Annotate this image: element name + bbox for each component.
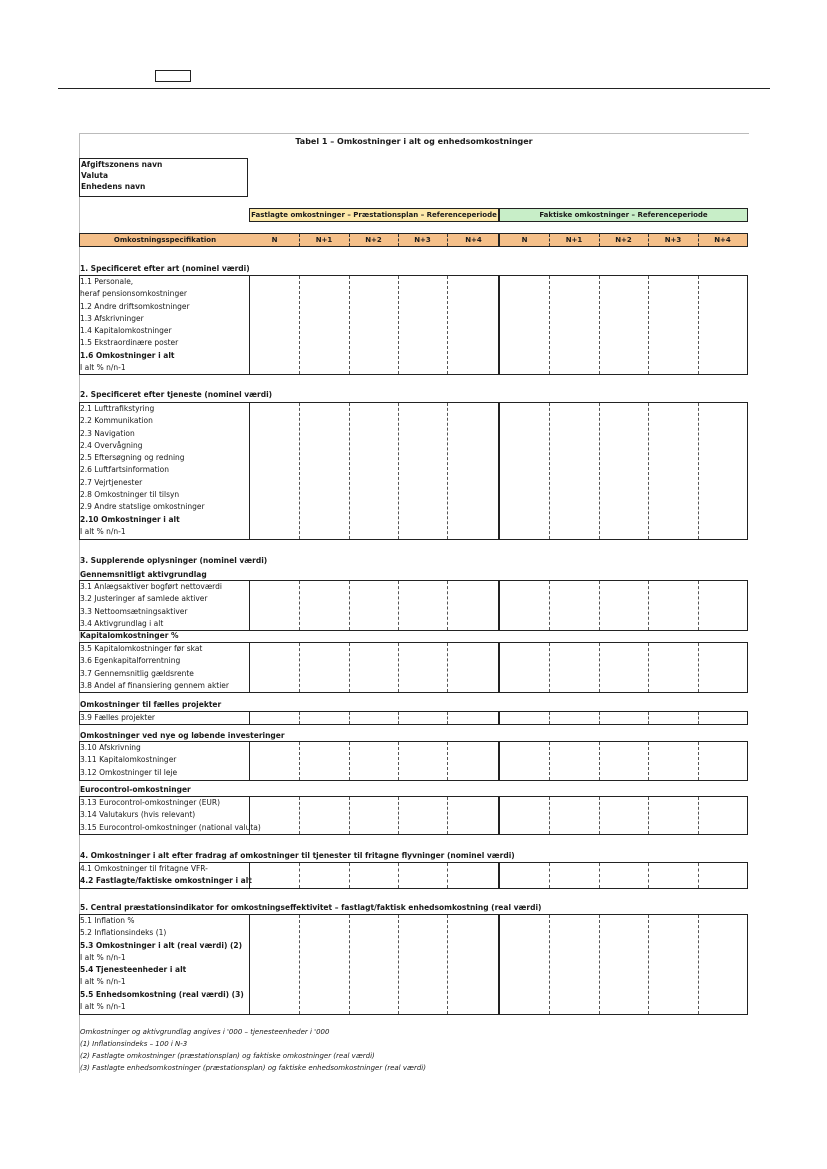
grid-divider xyxy=(698,276,699,374)
year-column-header: N+1 xyxy=(565,236,583,244)
fastlagte-value-grid xyxy=(249,275,499,375)
faktiske-value-grid xyxy=(499,711,748,725)
fastlagte-value-grid xyxy=(249,741,499,781)
row-4-2: 4.2 Fastlagte/faktiske omkostninger i alt xyxy=(80,876,252,886)
grid-divider xyxy=(299,712,300,724)
grid-divider xyxy=(549,581,550,630)
group-3-1-labels xyxy=(79,580,249,631)
year-column-header: N+2 xyxy=(615,236,632,244)
row-4-1: 4.1 Omkostninger til fritagne VFR- xyxy=(80,864,208,873)
grid-divider xyxy=(599,797,600,834)
row-1-3: 1.3 Afskrivninger xyxy=(80,313,144,323)
row-3-3: 3.3 Nettoomsætningsaktiver xyxy=(80,606,188,616)
grid-divider xyxy=(299,742,300,780)
grid-divider xyxy=(398,403,399,539)
grid-divider xyxy=(349,863,350,888)
row-2-5: 2.5 Eftersøgning og redning xyxy=(80,453,185,463)
grid-divider xyxy=(549,797,550,834)
faktiske-value-grid xyxy=(499,402,748,540)
column-divider xyxy=(648,234,649,246)
spec-column-header: Omkostningsspecifikation xyxy=(113,236,217,244)
section-2-title: 2. Specificeret efter tjeneste (nominel værdi) xyxy=(80,390,273,399)
note-1: (1) Inflationsindeks – 100 i N-3 xyxy=(80,1040,188,1048)
grid-divider xyxy=(698,643,699,692)
row-5-3-pct: I alt % n/n-1 xyxy=(80,952,126,962)
header-block-gap xyxy=(498,233,500,247)
row-2-4: 2.4 Overvågning xyxy=(80,440,143,450)
row-2-9: 2.9 Andre statslige omkostninger xyxy=(80,502,205,512)
group-3-1-title: Gennemsnitligt aktivgrundlag xyxy=(80,570,207,579)
year-column-header: N+3 xyxy=(664,236,682,244)
faktiske-value-grid xyxy=(499,741,748,781)
footnotes xyxy=(80,1026,426,1074)
grid-divider xyxy=(648,863,649,888)
grid-divider xyxy=(398,915,399,1014)
section-4-labels xyxy=(79,862,252,889)
grid-divider xyxy=(698,863,699,888)
year-column-header: N+3 xyxy=(414,236,431,244)
grid-divider xyxy=(648,276,649,374)
year-column-header: N xyxy=(271,236,278,244)
fastlagte-value-grid xyxy=(249,796,499,835)
page-number-box xyxy=(155,70,191,82)
grid-divider xyxy=(398,276,399,374)
grid-divider xyxy=(549,742,550,780)
row-1-1: 1.1 Personale, xyxy=(80,277,134,286)
grid-divider xyxy=(648,581,649,630)
grid-divider xyxy=(299,797,300,834)
row-2-8: 2.8 Omkostninger til tilsyn xyxy=(80,490,180,500)
section-5-labels xyxy=(79,914,249,1015)
column-divider xyxy=(549,234,550,246)
year-column-header: N+4 xyxy=(465,236,482,244)
row-3-4: 3.4 Aktivgrundlag i alt xyxy=(80,618,164,628)
grid-divider xyxy=(698,797,699,834)
grid-divider xyxy=(349,712,350,724)
grid-divider xyxy=(549,276,550,374)
grid-divider xyxy=(447,915,448,1014)
fastlagte-value-grid xyxy=(249,642,499,693)
grid-divider xyxy=(349,797,350,834)
row-3-9: 3.9 Fælles projekter xyxy=(80,713,156,722)
grid-divider xyxy=(447,863,448,888)
grid-divider xyxy=(447,712,448,724)
grid-divider xyxy=(599,403,600,539)
row-3-6: 3.6 Egenkapitalforrentning xyxy=(80,656,181,666)
header-rule xyxy=(58,88,770,89)
row-1-2: 1.2 Andre driftsomkostninger xyxy=(80,301,190,311)
grid-divider xyxy=(349,403,350,539)
row-5-1: 5.1 Inflation % xyxy=(80,916,135,925)
row-3-14: 3.14 Valutakurs (hvis relevant) xyxy=(80,810,196,820)
section-4-title: 4. Omkostninger i alt efter fradrag af omkostninger til tjenester til fritagne flyvninger (nominel værdi) xyxy=(80,851,515,860)
grid-divider xyxy=(349,915,350,1014)
row-3-1: 3.1 Anlægsaktiver bogført nettoværdi xyxy=(80,582,222,591)
row-2-1: 2.1 Lufttrafikstyring xyxy=(80,404,155,413)
grid-divider xyxy=(349,742,350,780)
year-column-header: N xyxy=(521,236,528,244)
grid-divider xyxy=(398,643,399,692)
grid-divider xyxy=(599,915,600,1014)
row-5-5-pct: I alt % n/n-1 xyxy=(80,1002,126,1012)
grid-divider xyxy=(349,276,350,374)
grid-divider xyxy=(549,403,550,539)
row-5-5: 5.5 Enhedsomkostning (real værdi) (3) xyxy=(80,989,244,999)
row-3-5: 3.5 Kapitalomkostninger før skat xyxy=(80,644,203,653)
grid-divider xyxy=(599,643,600,692)
zone-name-label: Afgiftszonens navn xyxy=(81,160,163,169)
identity-box xyxy=(79,158,248,197)
column-divider xyxy=(447,234,448,246)
grid-divider xyxy=(299,581,300,630)
grid-divider xyxy=(299,915,300,1014)
grid-divider xyxy=(447,742,448,780)
grid-divider xyxy=(299,863,300,888)
group-3-2-labels xyxy=(79,642,249,693)
row-3-15: 3.15 Eurocontrol-omkostninger (national valuta) xyxy=(80,822,261,832)
grid-divider xyxy=(698,712,699,724)
row-1-6: 1.6 Omkostninger i alt xyxy=(80,350,175,360)
row-1-6-pct: I alt % n/n-1 xyxy=(80,363,126,373)
grid-divider xyxy=(299,276,300,374)
fastlagte-header: Fastlagte omkostninger – Præstationsplan – Referenceperiode xyxy=(249,208,499,222)
table-frame-top xyxy=(79,133,749,134)
grid-divider xyxy=(549,643,550,692)
grid-divider xyxy=(299,403,300,539)
grid-divider xyxy=(599,581,600,630)
grid-divider xyxy=(447,403,448,539)
row-3-11: 3.11 Kapitalomkostninger xyxy=(80,755,177,765)
column-divider xyxy=(349,234,350,246)
note-3: (3) Fastlagte enhedsomkostninger (præstationsplan) og faktiske enhedsomkostninger (real værdi) xyxy=(80,1064,426,1072)
grid-divider xyxy=(447,797,448,834)
currency-label: Valuta xyxy=(81,171,109,180)
group-3-2-title: Kapitalomkostninger % xyxy=(80,631,179,640)
row-3-8: 3.8 Andel af finansiering gennem aktier xyxy=(80,680,230,690)
grid-divider xyxy=(549,863,550,888)
grid-divider xyxy=(648,915,649,1014)
row-3-2: 3.2 Justeringer af samlede aktiver xyxy=(80,594,208,604)
faktiske-value-grid xyxy=(499,914,748,1015)
grid-divider xyxy=(599,863,600,888)
faktiske-value-grid xyxy=(499,642,748,693)
grid-divider xyxy=(599,712,600,724)
fastlagte-value-grid xyxy=(249,711,499,725)
group-3-4-labels xyxy=(79,741,249,781)
row-2-3: 2.3 Navigation xyxy=(80,428,135,438)
grid-divider xyxy=(698,915,699,1014)
grid-divider xyxy=(299,643,300,692)
year-column-header: N+1 xyxy=(315,236,333,244)
grid-divider xyxy=(447,581,448,630)
row-5-3: 5.3 Omkostninger i alt (real værdi) (2) xyxy=(80,940,243,950)
group-3-5-labels xyxy=(79,796,261,835)
row-3-13: 3.13 Eurocontrol-omkostninger (EUR) xyxy=(80,798,221,807)
row-2-10: 2.10 Omkostninger i alt xyxy=(80,514,180,524)
section-2-labels xyxy=(79,402,249,540)
grid-divider xyxy=(549,712,550,724)
faktiske-value-grid xyxy=(499,275,748,375)
table-title: Tabel 1 – Omkostninger i alt og enhedsomkostninger xyxy=(295,137,533,146)
row-3-7: 3.7 Gennemsnitlig gældsrente xyxy=(80,668,194,678)
row-5-4: 5.4 Tjenesteenheder i alt xyxy=(80,965,187,975)
faktiske-header: Faktiske omkostninger – Referenceperiode xyxy=(499,208,748,222)
grid-divider xyxy=(398,712,399,724)
year-column-header: N+2 xyxy=(365,236,382,244)
grid-divider xyxy=(648,403,649,539)
year-column-header: N+4 xyxy=(714,236,731,244)
row-2-6: 2.6 Luftfartsinformation xyxy=(80,465,170,475)
grid-divider xyxy=(398,581,399,630)
note-units: Omkostninger og aktivgrundlag angives i '000 – tjenesteenheder i '000 xyxy=(80,1028,330,1036)
row-3-12: 3.12 Omkostninger til leje xyxy=(80,767,178,777)
faktiske-value-grid xyxy=(499,862,748,889)
group-3-3-labels xyxy=(79,711,249,725)
column-divider xyxy=(398,234,399,246)
row-2-2: 2.2 Kommunikation xyxy=(80,416,153,426)
grid-divider xyxy=(648,797,649,834)
grid-divider xyxy=(549,915,550,1014)
column-divider xyxy=(299,234,300,246)
section-5-title: 5. Central præstationsindikator for omkostningseffektivitet – fastlagt/faktisk enhedsomkostning (real værdi) xyxy=(80,903,542,912)
column-divider xyxy=(599,234,600,246)
grid-divider xyxy=(599,276,600,374)
entity-name-label: Enhedens navn xyxy=(81,182,146,191)
grid-divider xyxy=(398,863,399,888)
row-5-4-pct: I alt % n/n-1 xyxy=(80,977,126,987)
section-3-title: 3. Supplerende oplysninger (nominel værdi) xyxy=(80,556,268,565)
row-2-7: 2.7 Vejrtjenester xyxy=(80,477,143,487)
row-5-2: 5.2 Inflationsindeks (1) xyxy=(80,928,167,938)
faktiske-value-grid xyxy=(499,796,748,835)
group-3-3-title: Omkostninger til fælles projekter xyxy=(80,700,222,709)
faktiske-value-grid xyxy=(499,580,748,631)
grid-divider xyxy=(398,742,399,780)
grid-divider xyxy=(447,276,448,374)
group-3-4-title: Omkostninger ved nye og løbende investeringer xyxy=(80,731,285,740)
fastlagte-value-grid xyxy=(249,580,499,631)
grid-divider xyxy=(648,643,649,692)
grid-divider xyxy=(648,742,649,780)
section-1-labels xyxy=(79,275,249,375)
row-1-4: 1.4 Kapitalomkostninger xyxy=(80,326,172,336)
grid-divider xyxy=(349,643,350,692)
note-2: (2) Fastlagte omkostninger (præstationsplan) og faktiske omkostninger (real værdi) xyxy=(80,1052,375,1060)
row-1-1a: heraf pensionsomkostninger xyxy=(80,289,187,299)
column-divider xyxy=(698,234,699,246)
grid-divider xyxy=(447,643,448,692)
row-2-10-pct: I alt % n/n-1 xyxy=(80,526,126,536)
fastlagte-value-grid xyxy=(249,862,499,889)
column-header-bar xyxy=(79,233,748,247)
row-3-10: 3.10 Afskrivning xyxy=(80,743,141,752)
fastlagte-value-grid xyxy=(249,402,499,540)
grid-divider xyxy=(648,712,649,724)
grid-divider xyxy=(698,403,699,539)
section-1-title: 1. Specificeret efter art (nominel værdi) xyxy=(80,264,250,273)
grid-divider xyxy=(349,581,350,630)
row-1-5: 1.5 Ekstraordinære poster xyxy=(80,338,179,348)
fastlagte-value-grid xyxy=(249,914,499,1015)
group-3-5-title: Eurocontrol-omkostninger xyxy=(80,785,191,794)
grid-divider xyxy=(599,742,600,780)
grid-divider xyxy=(398,797,399,834)
grid-divider xyxy=(698,581,699,630)
grid-divider xyxy=(698,742,699,780)
